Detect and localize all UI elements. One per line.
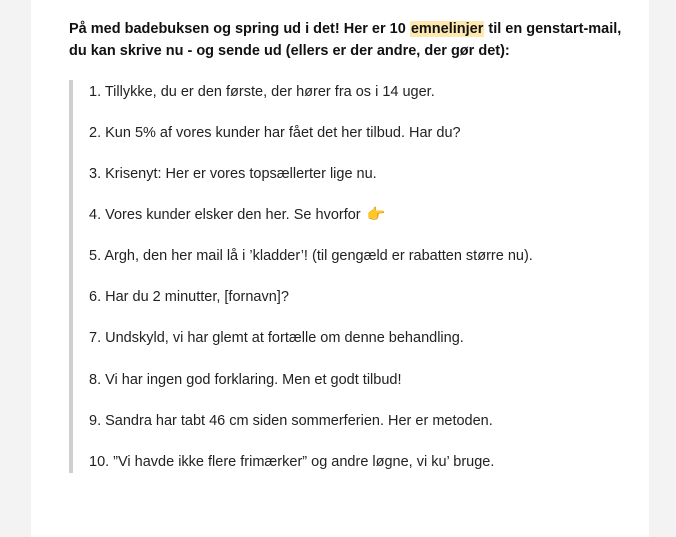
- intro-paragraph: [69, 18, 629, 62]
- list-item-text: 7. Undskyld, vi har glemt at fortælle om denne behandling.: [89, 330, 464, 346]
- intro-text-start: På med badebuksen og spring ud i det! Her er 10: [69, 21, 410, 37]
- article-body: [31, 0, 649, 537]
- list-item-1: [89, 82, 435, 102]
- highlighted-keyword: emnelinjer: [410, 21, 484, 37]
- list-item-7: [89, 328, 464, 348]
- list-item-text: 10. ”Vi havde ikke flere frimærker” og andre løgne, vi ku’ bruge.: [89, 454, 495, 470]
- list-item-10: [89, 452, 494, 472]
- subject-lines-blockquote: [69, 80, 633, 473]
- list-item-5: [89, 246, 533, 266]
- list-item-text: 6. Har du 2 minutter, [fornavn]?: [89, 289, 289, 305]
- intro-text-end: til en genstart-mail, du kan skrive nu - og sende ud (ellers er der andre, der gør det):: [69, 21, 622, 59]
- list-item-4: [89, 205, 385, 225]
- list-item-text: 4. Vores kunder elsker den her. Se hvorfor: [89, 207, 361, 223]
- list-item-text: 1. Tillykke, du er den første, der hører fra os i 14 uger.: [89, 84, 435, 100]
- list-item-text: 3. Krisenyt: Her er vores topsællerter lige nu.: [89, 166, 377, 182]
- list-item-3: [89, 164, 377, 184]
- list-item-9: [89, 411, 493, 431]
- list-item-text: 2. Kun 5% af vores kunder har fået det her tilbud. Har du?: [89, 125, 461, 141]
- list-item-text: 5. Argh, den her mail lå i ’kladder’! (til gengæld er rabatten større nu).: [89, 248, 533, 264]
- list-item-text: 8. Vi har ingen god forklaring. Men et godt tilbud!: [89, 372, 402, 388]
- list-item-text: 9. Sandra har tabt 46 cm siden sommerferien. Her er metoden.: [89, 413, 493, 429]
- list-item-2: [89, 123, 461, 143]
- list-item-8: [89, 370, 402, 390]
- list-item-6: [89, 287, 289, 307]
- pointing-hand-icon: 👉: [366, 206, 386, 223]
